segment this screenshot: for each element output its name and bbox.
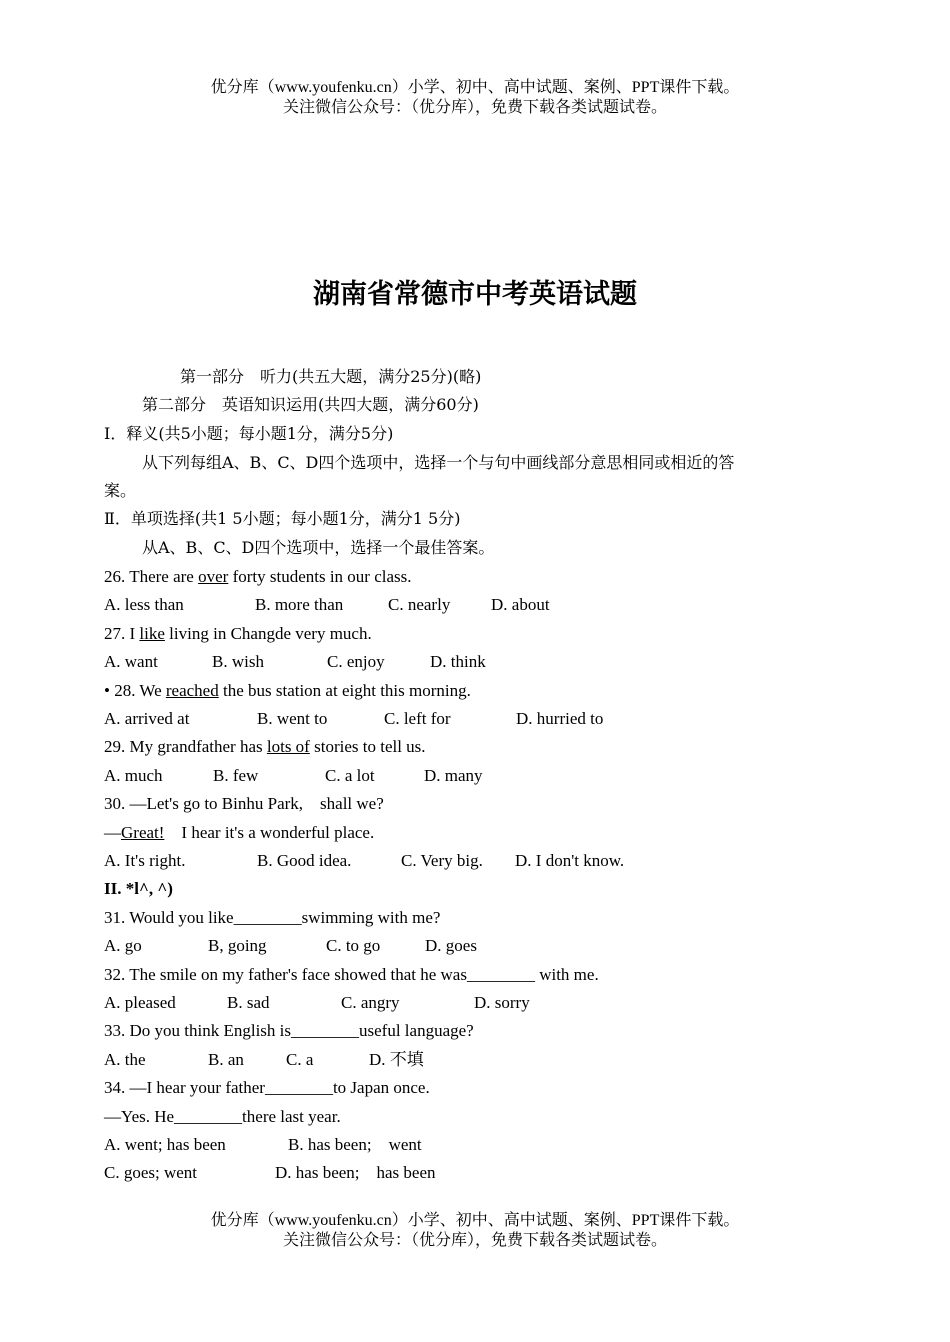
option-b: B. more than [255,595,344,614]
part1-heading: 第一部分 听力(共五大题，满分25分)(略) [180,367,482,386]
option-c: C. to go [326,936,381,955]
footer-line-1: 优分库（www.youfenku.cn）小学、初中、高中试题、案例、PPT课件下载。 [210,1212,740,1229]
option-b: B. wish [212,652,264,671]
option-b: B. has been; went [288,1135,422,1154]
header-line-2: 关注微信公众号：（优分库），免费下载各类试题试卷。 [282,99,667,116]
option-a: A. pleased [104,993,176,1012]
question-33: 33. Do you think English is________useful language? [104,1021,474,1040]
question-31: 31. Would you like________swimming with me? [104,908,441,927]
underlined-word: like [139,624,165,643]
option-c: C. nearly [388,595,451,614]
option-d: D. goes [425,936,477,955]
option-b: B. went to [257,709,328,728]
option-d: D. many [424,766,483,785]
options-33 [104,1049,864,1071]
option-d: D. has been; has been [275,1163,436,1182]
option-c: C. enjoy [327,652,385,671]
options-31 [104,935,864,957]
options-32 [104,992,864,1014]
question-30: 30. —Let's go to Binhu Park, shall we? [104,794,384,813]
section1-desc: 从下列每组A、B、C、D四个选项中，选择一个与句中画线部分意思相同或相近的答 [142,453,735,472]
page-header [0,78,950,118]
part2-heading: 第二部分 英语知识运用(共四大题，满分60分) [142,395,479,414]
question-26: 26. There are over forty students in our class. [104,567,412,586]
underlined-word: lots of [266,737,310,756]
option-a: A. much [104,766,163,785]
option-a: A. the [104,1050,146,1069]
option-b: B, going [208,936,267,955]
options-29 [104,765,864,787]
option-b: B. sad [227,993,270,1012]
question-27: 27. I like living in Changde very much. [104,624,372,643]
option-b: B. an [208,1050,244,1069]
section2-subheading: II. *l^, ^) [104,879,173,898]
option-a: A. go [104,936,142,955]
options-27 [104,651,864,673]
option-a: A. arrived at [104,709,190,728]
option-d: D. 不填 [369,1050,424,1069]
option-b: B. few [213,766,259,785]
page-title: 湖南省常德市中考英语试题 [313,279,637,310]
question-29: 29. My grandfather has lots of stories to tell us. [104,737,426,756]
option-c: C. a lot [325,766,375,785]
option-a: A. went; has been [104,1135,226,1154]
question-32: 32. The smile on my father's face showed that he was________ with me. [104,965,599,984]
option-c: C. goes; went [104,1163,198,1182]
question-34: 34. —I hear your father________to Japan once. [104,1078,430,1097]
option-c: C. Very big. [401,851,483,870]
underlined-word: Great! [121,823,165,842]
header-line-1: 优分库（www.youfenku.cn）小学、初中、高中试题、案例、PPT课件下载。 [210,79,740,96]
section1-desc-cont: 案。 [104,481,137,500]
option-d: D. I don't know. [515,851,625,870]
section2-title: Ⅱ．单项选择(共1 5小题；每小题1分，满分1 5分) [104,509,461,528]
options-34-row1 [104,1134,864,1156]
option-a: A. want [104,652,158,671]
option-c: C. left for [384,709,451,728]
option-d: D. hurried to [516,709,604,728]
option-d: D. sorry [474,993,530,1012]
option-d: D. think [430,652,486,671]
underlined-word: over [198,567,229,586]
option-a: A. less than [104,595,184,614]
underlined-word: reached [165,681,219,700]
section1-title: I．释义(共5小题；每小题1分，满分5分) [104,424,394,443]
footer-line-2: 关注微信公众号：（优分库），免费下载各类试题试卷。 [282,1232,667,1249]
options-34-row2 [104,1162,864,1184]
option-c: C. a [286,1050,314,1069]
option-a: A. It's right. [104,851,186,870]
section2-desc: 从A、B、C、D四个选项中，选择一个最佳答案。 [142,538,495,557]
question-30-reply: —Great! I hear it's a wonderful place. [104,823,375,842]
option-c: C. angry [341,993,400,1012]
question-28: • 28. We reached the bus station at eight this morning. [104,681,471,700]
question-34-reply: —Yes. He________there last year. [104,1107,341,1126]
options-28 [104,708,864,730]
page-footer [0,1211,950,1251]
option-b: B. Good idea. [257,851,352,870]
option-d: D. about [491,595,550,614]
options-30 [104,850,864,872]
options-26 [104,594,864,616]
